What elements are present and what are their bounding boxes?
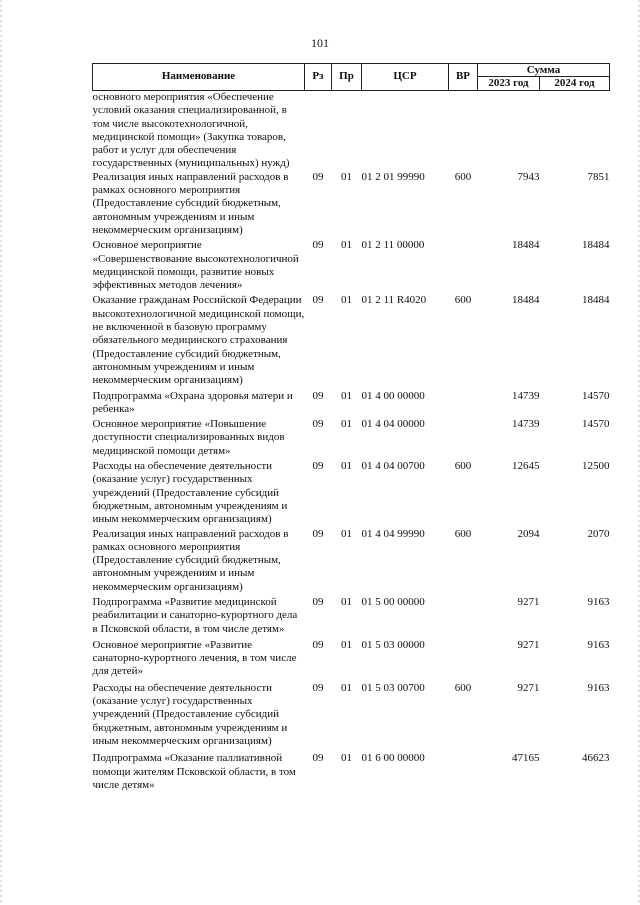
cell-vr xyxy=(449,388,478,417)
table-header xyxy=(93,64,610,91)
header-csr: ЦСР xyxy=(362,64,449,91)
cell-2023: 2094 xyxy=(517,527,540,540)
cell-csr: 01 5 00 00000 xyxy=(361,595,425,608)
cell-rz xyxy=(305,91,332,171)
cell-vr xyxy=(449,416,478,458)
cell-csr: 01 4 04 99990 xyxy=(361,527,425,540)
cell-pr: 01 xyxy=(341,389,352,402)
cell-vr: 600 xyxy=(454,527,472,540)
cell-2023: 47165 xyxy=(512,752,540,765)
cell-rz: 09 xyxy=(312,681,324,694)
page-number: 101 xyxy=(311,36,329,50)
cell-csr: 01 4 04 00700 xyxy=(361,460,425,473)
cell-2024: 46623 xyxy=(582,752,610,765)
cell-vr: 600 xyxy=(454,170,472,183)
cell-2024: 12500 xyxy=(582,460,610,473)
cell-name: Реализация иных направлений расходов в рамках основного мероприятия (Предоставление субсидий бюджетным, автономным учреждениям и иным некоммерческим организациям) xyxy=(92,170,289,236)
table-row xyxy=(93,171,610,237)
cell-csr xyxy=(362,91,449,171)
cell-2024: 14570 xyxy=(582,418,610,431)
cell-name: Основное мероприятие «Совершенствование высокотехнологичной медицинской помощи, развитие новых эффективных методов лечения» xyxy=(92,239,299,292)
cell-csr: 01 2 01 99990 xyxy=(361,170,425,183)
cell-vr: 600 xyxy=(454,294,472,307)
cell-2024 xyxy=(540,91,610,171)
cell-name: Оказание гражданам Российской Федерации высокотехнологичной медицинской помощи, не включенной в базовую программу обязательного медицинского страхования (Предоставление субсидий бюджетным, автономным учреждениям и иным некоммерческим организациям) xyxy=(92,294,305,387)
cell-csr: 01 5 03 00000 xyxy=(361,638,425,651)
cell-rz: 09 xyxy=(312,389,324,402)
table-row xyxy=(93,679,610,748)
cell-rz: 09 xyxy=(312,527,324,540)
cell-name: основного мероприятия «Обеспечение условий оказания специализированной, в том числе высокотехнологичной, медицинской помощи» (Закупка товаров, работ и услуг для обеспечения государственных (муниципальных) нужд) xyxy=(92,91,290,170)
cell-csr: 01 2 11 00000 xyxy=(361,239,425,252)
cell-2023: 9271 xyxy=(517,681,540,694)
cell-csr: 01 5 03 00700 xyxy=(361,681,425,694)
cell-2023: 14739 xyxy=(512,389,540,402)
cell-rz: 09 xyxy=(312,418,324,431)
header-pr: Пр xyxy=(332,64,362,91)
cell-vr: 600 xyxy=(454,681,472,694)
cell-2023: 9271 xyxy=(517,638,540,651)
table-row xyxy=(93,527,610,594)
cell-pr: 01 xyxy=(341,752,352,765)
cell-pr xyxy=(332,91,362,171)
header-name: Наименование xyxy=(93,64,305,91)
cell-vr: 600 xyxy=(454,460,472,473)
cell-2024: 9163 xyxy=(587,638,610,651)
cell-rz: 09 xyxy=(312,460,324,473)
header-rz: Рз xyxy=(305,64,332,91)
table-row xyxy=(93,594,610,636)
table-row xyxy=(93,237,610,292)
cell-pr: 01 xyxy=(341,170,352,183)
header-sum: Сумма xyxy=(478,64,610,77)
cell-pr: 01 xyxy=(341,595,352,608)
cell-name: Реализация иных направлений расходов в рамках основного мероприятия (Предоставление субсидий бюджетным, автономным учреждениям и иным некоммерческим организациям) xyxy=(92,527,289,593)
cell-rz: 09 xyxy=(312,752,324,765)
cell-pr: 01 xyxy=(341,681,352,694)
table-row xyxy=(93,388,610,417)
cell-rz: 09 xyxy=(312,595,324,608)
cell-pr: 01 xyxy=(341,294,352,307)
table-row xyxy=(93,458,610,526)
cell-rz: 09 xyxy=(312,239,324,252)
cell-pr: 01 xyxy=(341,460,352,473)
table-row xyxy=(93,636,610,679)
cell-pr: 01 xyxy=(341,527,352,540)
header-year-2023: 2023 год xyxy=(478,77,540,91)
table-row xyxy=(93,292,610,387)
table-row xyxy=(93,416,610,458)
cell-csr: 01 2 11 R4020 xyxy=(361,294,427,307)
table-body xyxy=(93,91,610,793)
cell-2024: 9163 xyxy=(587,681,610,694)
cell-rz: 09 xyxy=(312,170,324,183)
cell-2024: 2070 xyxy=(587,527,610,540)
cell-pr: 01 xyxy=(341,239,352,252)
cell-csr: 01 6 00 00000 xyxy=(361,752,425,765)
budget-table xyxy=(92,63,610,792)
cell-2024: 14570 xyxy=(582,389,610,402)
cell-rz: 09 xyxy=(312,294,324,307)
cell-vr xyxy=(449,636,478,679)
cell-vr xyxy=(449,237,478,292)
cell-name: Основное мероприятие «Развитие санаторно-курортного лечения, в том числе для детей» xyxy=(92,638,297,678)
cell-2023: 12645 xyxy=(512,460,540,473)
cell-name: Расходы на обеспечение деятельности (оказание услуг) государственных учреждений (Предоставление субсидий бюджетным, автономным учреждениям и иным некоммерческим организациям) xyxy=(92,681,288,747)
scan-edge-left xyxy=(0,0,2,905)
cell-2024: 9163 xyxy=(587,595,610,608)
cell-2023: 9271 xyxy=(517,595,540,608)
cell-rz: 09 xyxy=(312,638,324,651)
cell-2024: 7851 xyxy=(587,170,610,183)
header-year-2024: 2024 год xyxy=(540,77,610,91)
cell-2023: 18484 xyxy=(512,294,540,307)
cell-name: Основное мероприятие «Повышение доступности специализированных видов медицинской помощи детям» xyxy=(92,418,285,457)
cell-csr: 01 4 04 00000 xyxy=(361,418,425,431)
cell-pr: 01 xyxy=(341,638,352,651)
cell-name: Подпрограмма «Оказание паллиативной помощи жителям Псковской области, в том числе детям» xyxy=(92,752,296,791)
cell-2023 xyxy=(478,91,540,171)
table-row xyxy=(93,91,610,171)
cell-2023: 14739 xyxy=(512,418,540,431)
header-vr: ВР xyxy=(449,64,478,91)
cell-2023: 7943 xyxy=(517,170,540,183)
cell-vr xyxy=(449,594,478,636)
cell-pr: 01 xyxy=(341,418,352,431)
cell-name: Подпрограмма «Охрана здоровья матери и ребенка» xyxy=(92,389,293,415)
cell-2024: 18484 xyxy=(582,294,610,307)
table-row xyxy=(93,748,610,792)
cell-csr: 01 4 00 00000 xyxy=(361,389,425,402)
cell-vr xyxy=(449,748,478,792)
cell-2024: 18484 xyxy=(582,239,610,252)
cell-vr xyxy=(449,91,478,171)
cell-2023: 18484 xyxy=(512,239,540,252)
cell-name: Подпрограмма «Развитие медицинской реабилитации и санаторно-курортного дела в Псковской области, в том числе детям» xyxy=(92,595,298,635)
cell-name: Расходы на обеспечение деятельности (оказание услуг) государственных учреждений (Предоставление субсидий бюджетным, автономным учреждениям и иным некоммерческим организациям) xyxy=(92,460,288,526)
